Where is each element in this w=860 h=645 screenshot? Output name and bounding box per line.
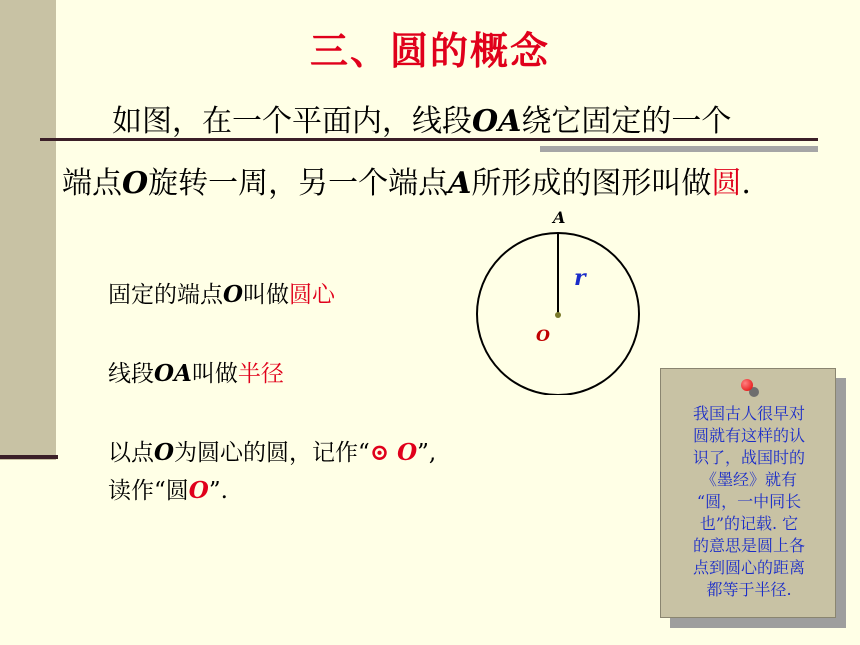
point-A: A [448,166,472,201]
item-text: ”, [417,440,437,466]
item-text: 线段 [108,361,154,387]
definition-text: 如图，在一个平面内，线段 [112,104,472,139]
definition-text: . [741,166,751,201]
term-center: 圆心 [289,282,336,308]
definition-line-1 [112,96,731,140]
term-radius: 半径 [237,361,284,387]
label-r: r [574,265,586,291]
item-notation [108,434,436,510]
title-rule-grey [540,146,818,152]
item-text: 叫做 [243,282,290,308]
slide-title: 三、圆的概念 [309,28,550,73]
point-O: O [188,477,209,504]
item-radius [108,355,284,388]
segment-OA: OA [154,360,192,387]
definition-text: 所形成的图形叫做 [471,166,712,201]
item-text: 叫做 [191,361,238,387]
definition-text: 旋转一周，另一个端点 [148,166,449,201]
circle-notation-symbol: ⊙ O [369,439,418,466]
point-O: O [223,281,244,308]
item-text: 以点 [108,440,154,466]
sidebar-divider [0,455,58,459]
item-text: 读作“圆 [108,478,189,504]
segment-OA: OA [472,104,522,139]
label-O: O [536,326,550,345]
circle-diagram [470,205,650,395]
definition-text: 绕它固定的一个 [521,104,732,139]
note-text: 我国古人很早对 圆就有这样的认 识了，战国时的 《墨经》就有 “圆，一中同长 也”的记载. 它 的意思是圆上各 点到圆心的距离 都等于半径. [692,404,805,599]
term-circle: 圆 [711,166,742,201]
label-A: A [553,208,566,227]
item-center [108,276,335,309]
item-text: ”. [208,478,228,504]
item-text: 为圆心的圆，记作“ [174,440,370,466]
point-O: O [122,166,149,201]
pushpin-icon [741,379,753,391]
history-note [660,368,836,618]
definition-line-2 [62,158,751,202]
definition-text: 端点 [62,166,122,201]
center-point [555,312,561,318]
point-O: O [154,439,175,466]
item-text: 固定的端点 [108,282,223,308]
